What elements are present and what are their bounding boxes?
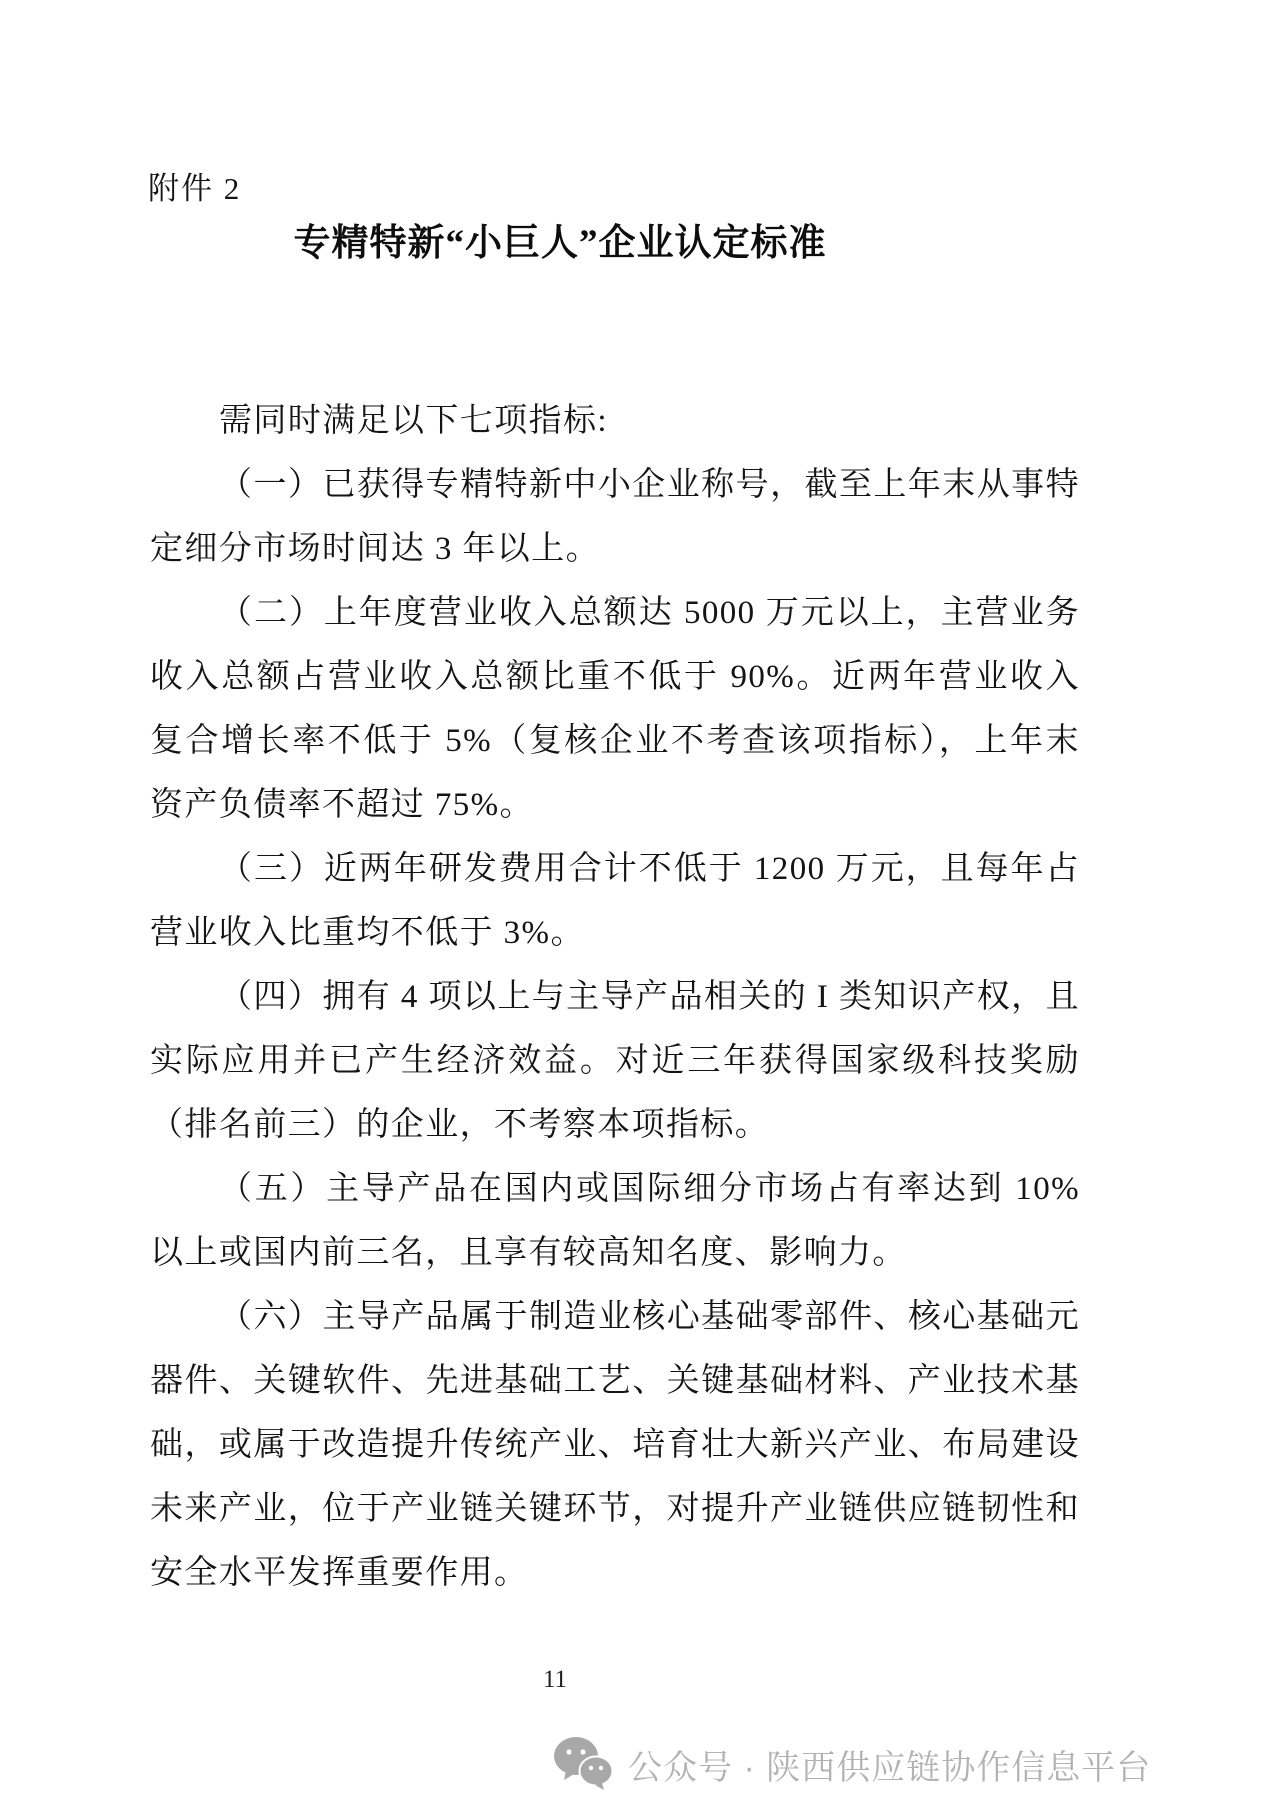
- document-body: [150, 389, 1080, 1605]
- watermark-text: 公众号 · 陕西供应链协作信息平台: [628, 1749, 1152, 1787]
- body-paragraph: （三）近两年研发费用合计不低于 1200 万元，且每年占营业收入比重均不低于 3%。: [150, 851, 1080, 951]
- intro-line: 需同时满足以下七项指标:: [219, 403, 608, 439]
- attachment-label: 附件 2: [148, 171, 242, 206]
- wechat-icon: [552, 1734, 614, 1795]
- footer-watermark: [552, 1734, 1151, 1795]
- document-title: 专精特新“小巨人”企业认定标准: [293, 223, 827, 264]
- criteria-list: [150, 453, 1080, 1605]
- page-number: 11: [542, 1666, 568, 1693]
- body-paragraph: （六）主导产品属于制造业核心基础零部件、核心基础元器件、关键软件、先进基础工艺、关键基础材料、产业技术基础，或属于改造提升传统产业、培育壮大新兴产业、布局建设未来产业，位于产业链关键环节，对提升产业链供应链韧性和安全水平发挥重要作用。: [150, 1299, 1080, 1591]
- body-paragraph: （四）拥有 4 项以上与主导产品相关的 I 类知识产权，且实际应用并已产生经济效益。对近三年获得国家级科技奖励（排名前三）的企业，不考察本项指标。: [150, 979, 1080, 1143]
- body-paragraph: （一）已获得专精特新中小企业称号，截至上年末从事特定细分市场时间达 3 年以上。: [150, 467, 1080, 567]
- body-paragraph: （五）主导产品在国内或国际细分市场占有率达到 10%以上或国内前三名，且享有较高知名度、影响力。: [150, 1171, 1080, 1271]
- body-paragraph: （二）上年度营业收入总额达 5000 万元以上，主营业务收入总额占营业收入总额比重不低于 90%。近两年营业收入复合增长率不低于 5%（复核企业不考查该项指标），上年末资产负债率不超过 75%。: [150, 595, 1080, 823]
